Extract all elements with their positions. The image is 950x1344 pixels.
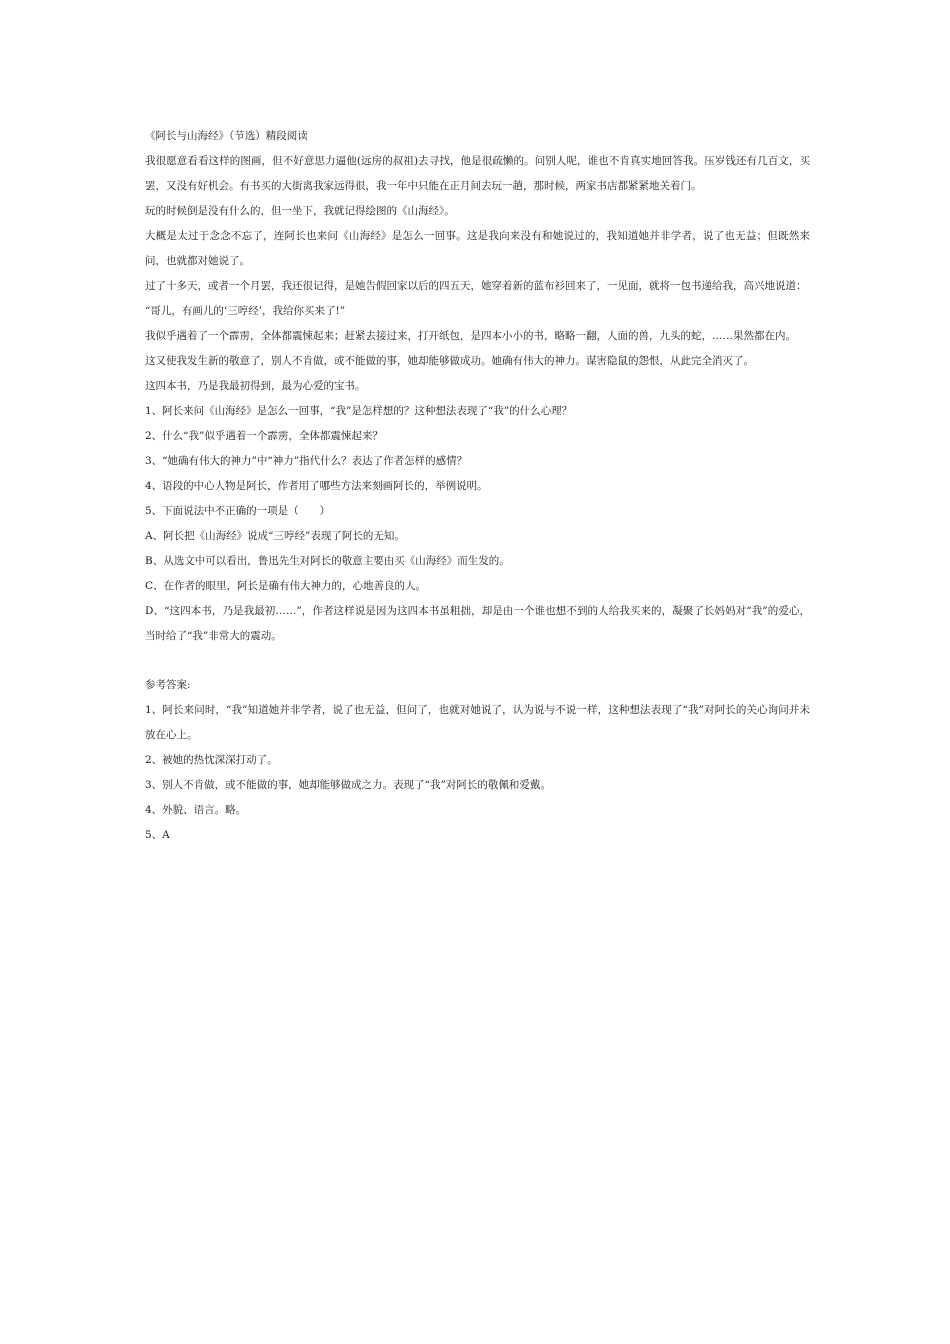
passage-paragraph: 大概是太过于念念不忘了，连阿长也来问《山海经》是怎么一回事。这是我向来没有和她说过的，我知道她并非学者，说了也无益；但既然来问，也就都对她说了。 bbox=[145, 230, 810, 267]
choice-option: C、在作者的眼里，阿长是确有伟大神力的，心地善良的人。 bbox=[145, 580, 427, 592]
question-item: 2、什么“我”似乎遇着一个霹雳，全体都震悚起来？ bbox=[145, 430, 383, 442]
passage-paragraph: “哥儿，有画儿的‘三哼经’，我给你买来了!” bbox=[145, 305, 346, 317]
choice-option: B、从选文中可以看出，鲁迅先生对阿长的敬意主要由买《山海经》而生发的。 bbox=[145, 555, 510, 567]
answer-item: 3、别人不肯做，或不能做的事，她却能够做成之力。表现了“我”对阿长的敬佩和爱戴。 bbox=[145, 779, 551, 791]
question-item: 3、“她确有伟大的神力”中“神力”指代什么？表达了作者怎样的感情？ bbox=[145, 455, 468, 467]
answers bbox=[145, 673, 810, 848]
document-title: 《阿长与山海经》（节选）精段阅读 bbox=[145, 130, 308, 142]
passage-paragraph: 我很愿意看看这样的图画，但不好意思力逼他(远房的叔祖)去寻找，他是很疏懒的。问别人呢，谁也不肯真实地回答我。压岁钱还有几百文，买罢，又没有好机会。有书买的大街离我家远得很，我一年中只能在正月间去玩一趟，那时候，两家书店都紧紧地关着门。 bbox=[145, 155, 810, 192]
choice-option: D、“这四本书，乃是我最初……”，作者这样说是因为这四本书虽粗拙，却是由一个谁也想不到的人给我买来的，凝聚了长妈妈对“我”的爱心，当时给了“我”非常大的震动。 bbox=[145, 605, 810, 642]
answer-item: 2、被她的热忱深深打动了。 bbox=[145, 754, 278, 766]
question-item: 1、阿长来问《山海经》是怎么一回事，“我”是怎样想的？这种想法表现了“我”的什么心理？ bbox=[145, 405, 573, 417]
passage bbox=[145, 149, 810, 399]
passage-paragraph: 过了十多天，或者一个月罢，我还很记得，是她告假回家以后的四五天，她穿着新的蓝布衫回来了，一见面，就将一包书递给我，高兴地说道： bbox=[145, 280, 807, 292]
choice-option: A、阿长把《山海经》说成“三哼经”表现了阿长的无知。 bbox=[145, 530, 405, 542]
answers-heading: 参考答案: bbox=[145, 679, 191, 691]
document-body bbox=[145, 124, 810, 848]
passage-paragraph: 我似乎遇着了一个霹雳，全体都震悚起来；赶紧去接过来，打开纸包，是四本小小的书，略略一翻，人面的兽，九头的蛇，……果然都在内。 bbox=[145, 330, 796, 342]
section-spacer bbox=[145, 649, 810, 673]
questions bbox=[145, 399, 810, 649]
passage-paragraph: 玩的时候倒是没有什么的，但一坐下，我就记得绘图的《山海经》。 bbox=[145, 205, 455, 217]
answer-item: 5、A bbox=[145, 829, 170, 841]
passage-paragraph: 这又使我发生新的敬意了，别人不肯做，或不能做的事，她却能够做成功。她确有伟大的神力。谋害隐鼠的怨恨，从此完全消灭了。 bbox=[145, 355, 754, 367]
passage-paragraph: 这四本书，乃是我最初得到，最为心爱的宝书。 bbox=[145, 380, 366, 392]
question-item: 4、语段的中心人物是阿长，作者用了哪些方法来刻画阿长的，举例说明。 bbox=[145, 480, 488, 492]
answer-item: 4、外貌、语言。略。 bbox=[145, 804, 247, 816]
question-item: 5、下面说法中不正确的一项是（ ） bbox=[145, 505, 331, 517]
answer-item: 1、阿长来问时，“我”知道她并非学者，说了也无益，但问了，也就对她说了，认为说与不说一样，这种想法表现了“我”对阿长的关心询问并未放在心上。 bbox=[145, 704, 810, 741]
